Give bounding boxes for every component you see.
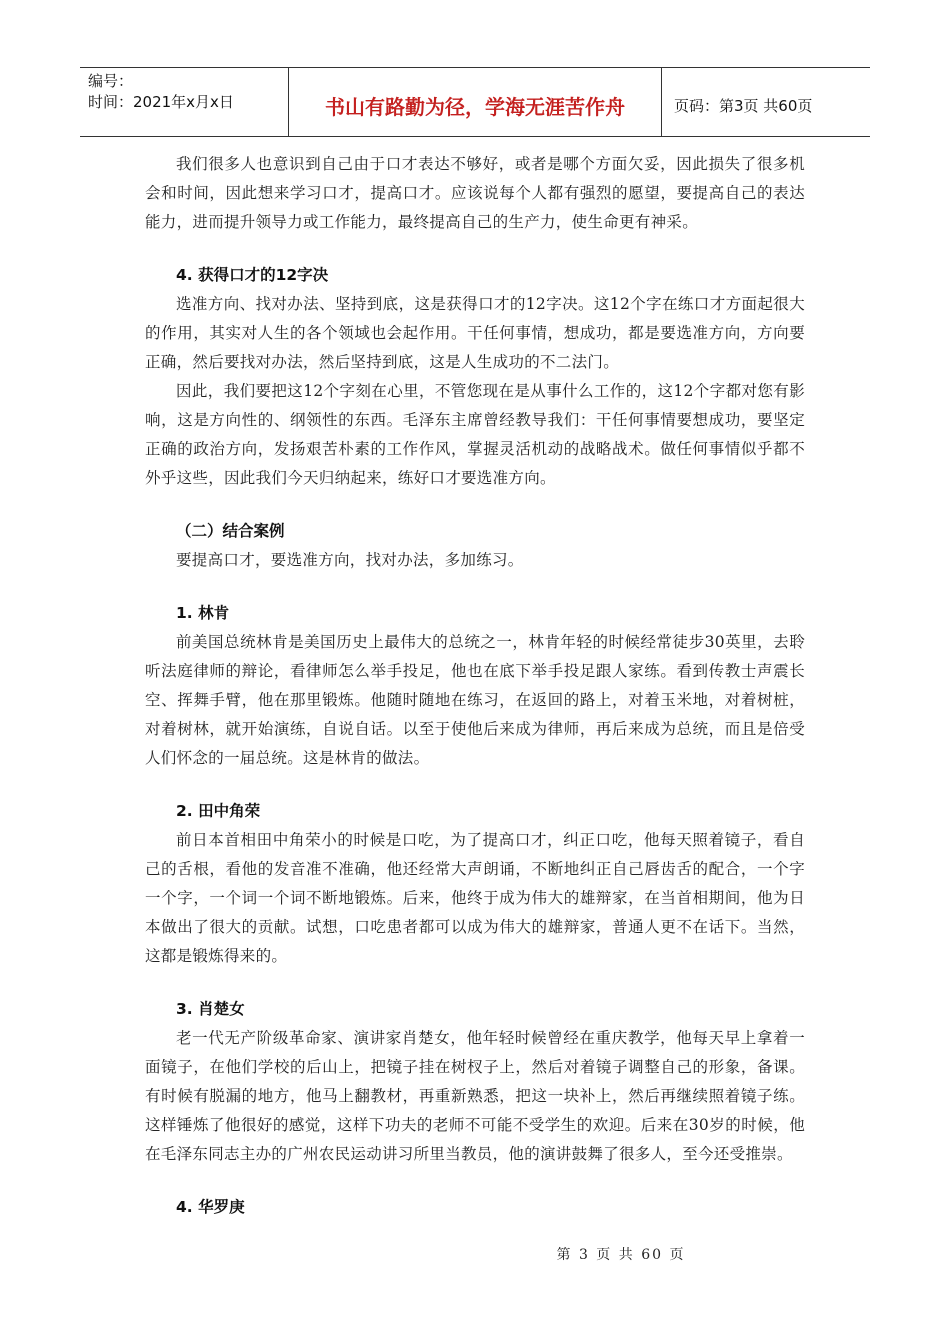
header-page-info: 页码：第3页 共60页 xyxy=(674,96,813,115)
part-heading-cases: （二）结合案例 xyxy=(176,522,285,540)
case-heading-tanaka: 2. 田中角荣 xyxy=(176,802,261,820)
document-header xyxy=(80,67,870,137)
header-meta xyxy=(80,68,289,136)
document-body xyxy=(145,150,805,1222)
case-paragraph: 前日本首相田中角荣小的时候是口吃，为了提高口才，纠正口吃，他每天照着镜子，看自己的舌根，看他的发音准不准确，他还经常大声朗诵，不断地纠正自己唇齿舌的配合，一个字一个字，一个词一个词不断地锻炼。后来，他终于成为伟大的雄辩家，在当首相期间，他为日本做出了很大的贡献。试想，口吃患者都可以成为伟大的雄辩家，普通人更不在话下。当然，这都是锻炼得来的。 xyxy=(145,831,805,965)
page-footer: 第 3 页 共 60 页 xyxy=(556,1247,686,1263)
section-paragraph: 因此，我们要把这12个字刻在心里，不管您现在是从事什么工作的，这12个字都对您有影响，这是方向性的、纲领性的东西。毛泽东主席曾经教导我们：干任何事情要想成功，要坚定正确的政治方向，发扬艰苦朴素的工作作风，掌握灵活机动的战略战术。做任何事情似乎都不外乎这些，因此我们今天归纳起来，练好口才要选准方向。 xyxy=(145,382,805,487)
section-paragraph: 选准方向、找对办法、坚持到底，这是获得口才的12字决。这12个字在练口才方面起很大的作用，其实对人生的各个领域也会起作用。干任何事情，想成功，都是要选准方向，方向要正确，然后要找对办法，然后坚持到底，这是人生成功的不二法门。 xyxy=(145,295,805,371)
section-heading-12-words: 4. 获得口才的12字决 xyxy=(176,266,329,284)
section-paragraph: 要提高口才，要选准方向，找对办法，多加练习。 xyxy=(176,551,524,569)
case-paragraph: 前美国总统林肯是美国历史上最伟大的总统之一，林肯年轻的时候经常徒步30英里，去聆听法庭律师的辩论，看律师怎么举手投足，他也在底下举手投足跟人家练。看到传教士声震长空、挥舞手臂，他在那里锻炼。他随时随地在练习，在返回的路上，对着玉米地，对着树桩，对着树林，就开始演练，自说自话。以至于使他后来成为律师，再后来成为总统，而且是倍受人们怀念的一届总统。这是林肯的做法。 xyxy=(145,633,805,767)
case-paragraph: 老一代无产阶级革命家、演讲家肖楚女，他年轻时候曾经在重庆教学，他每天早上拿着一面镜子，在他们学校的后山上，把镜子挂在树杈子上，然后对着镜子调整自己的形象，备课。有时候有脱漏的地方，他马上翻教材，再重新熟悉，把这一块补上，然后再继续照着镜子练。这样锤炼了他很好的感觉，这样下功夫的老师不可能不受学生的欢迎。后来在30岁的时候，他在毛泽东同志主办的广州农民运动讲习所里当教员，他的演讲鼓舞了很多人，至今还受推崇。 xyxy=(145,1029,805,1163)
case-heading-lincoln: 1. 林肯 xyxy=(176,604,230,622)
header-motto: 书山有路勤为径，学海无涯苦作舟 xyxy=(289,68,662,136)
intro-paragraph: 我们很多人也意识到自己由于口才表达不够好，或者是哪个方面欠妥，因此损失了很多机会和时间，因此想来学习口才，提高口才。应该说每个人都有强烈的愿望，要提高自己的表达能力，进而提升领导力或工作能力，最终提高自己的生产力，使生命更有神采。 xyxy=(145,155,805,231)
time-label: 时间：2021年x月x日 xyxy=(88,93,234,111)
case-heading-hua-luogeng: 4. 华罗庚 xyxy=(176,1198,245,1216)
number-label: 编号： xyxy=(88,72,134,90)
case-heading-xiao-chunu: 3. 肖楚女 xyxy=(176,1000,245,1018)
